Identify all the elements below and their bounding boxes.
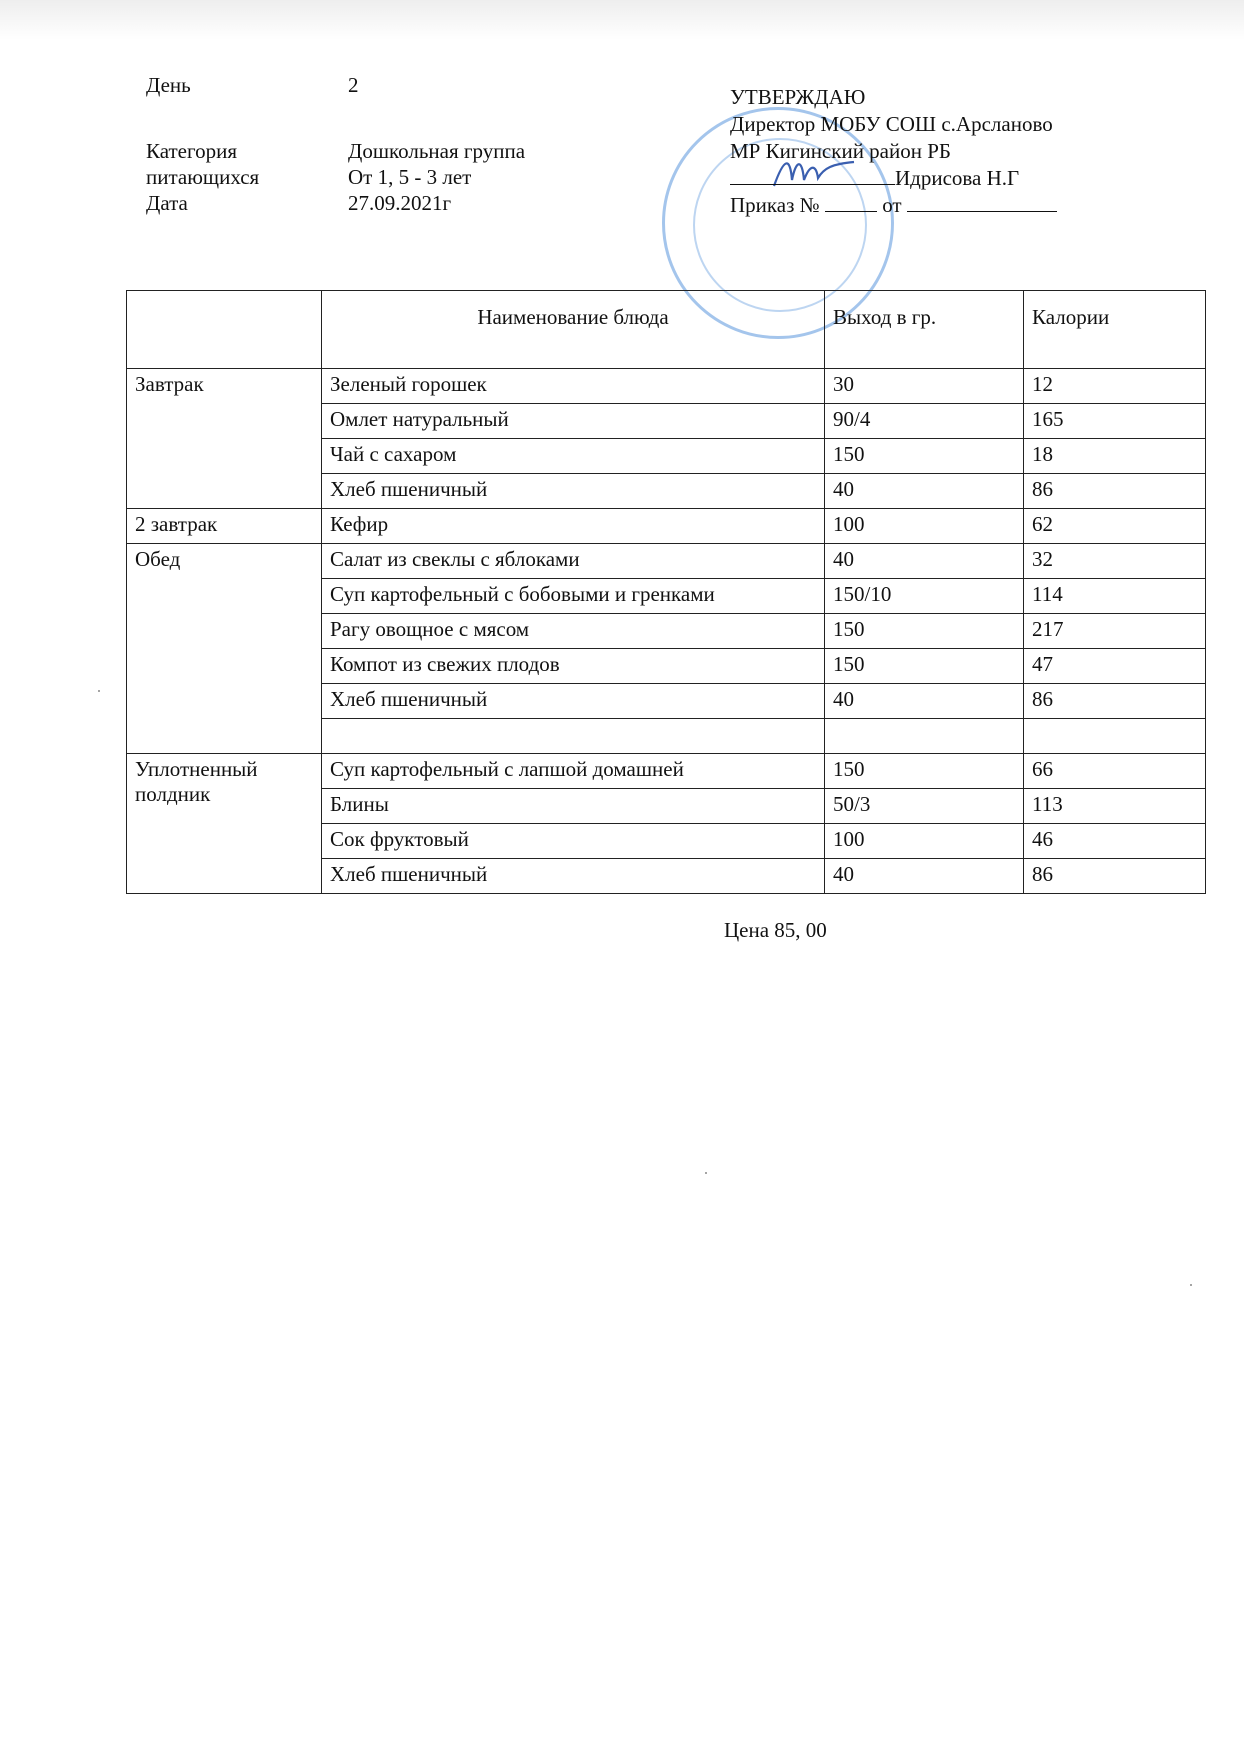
dish-cell: Суп картофельный с лапшой домашней [322, 754, 825, 789]
day-label: День [146, 73, 191, 97]
dish-cell: Кефир [322, 509, 825, 544]
group-value: Дошкольная группа [348, 139, 526, 163]
price-text: Цена 85, 00 [724, 918, 827, 942]
scan-speck [98, 690, 100, 692]
order-date-blank [907, 193, 1057, 212]
order-prefix: Приказ № [730, 193, 820, 217]
table-header-row [127, 291, 1206, 369]
order-from: от [882, 193, 902, 217]
output-cell: 30 [825, 369, 1024, 404]
dish-cell: Сок фруктовый [322, 824, 825, 859]
calories-cell: 86 [1024, 859, 1206, 894]
header-calories: Калории [1024, 291, 1206, 369]
category-label-line1: Категория [146, 139, 237, 163]
calories-cell: 217 [1024, 614, 1206, 649]
dish-cell: Хлеб пшеничный [322, 684, 825, 719]
calories-cell: 46 [1024, 824, 1206, 859]
approval-block [730, 84, 1057, 219]
header-meal [127, 291, 322, 369]
output-cell: 150 [825, 754, 1024, 789]
output-cell: 40 [825, 544, 1024, 579]
table-row [127, 369, 1206, 404]
category-label-line2: питающихся [146, 165, 260, 189]
table-row [127, 509, 1206, 544]
output-cell: 90/4 [825, 404, 1024, 439]
output-cell: 150/10 [825, 579, 1024, 614]
output-cell: 100 [825, 824, 1024, 859]
approval-district: МР Кигинский район РБ [730, 139, 951, 163]
dish-cell: Хлеб пшеничный [322, 474, 825, 509]
menu-table [126, 290, 1206, 894]
header-dish: Наименование блюда [322, 291, 825, 369]
calories-cell: 62 [1024, 509, 1206, 544]
calories-cell: 12 [1024, 369, 1206, 404]
header-output: Выход в гр. [825, 291, 1024, 369]
order-number-blank [825, 193, 877, 212]
meal-cell: Завтрак [127, 369, 322, 509]
output-cell: 40 [825, 684, 1024, 719]
scan-speck [705, 1172, 707, 1174]
calories-cell: 86 [1024, 684, 1206, 719]
scan-speck [1190, 1284, 1192, 1286]
approval-signer-line [730, 165, 1057, 192]
dish-cell [322, 719, 825, 754]
output-cell [825, 719, 1024, 754]
calories-cell: 114 [1024, 579, 1206, 614]
approval-order-line [730, 192, 1057, 219]
output-cell: 150 [825, 614, 1024, 649]
dish-cell: Омлет натуральный [322, 404, 825, 439]
dish-cell: Рагу овощное с мясом [322, 614, 825, 649]
table-row [127, 754, 1206, 789]
category-values [348, 138, 525, 216]
dish-cell: Блины [322, 789, 825, 824]
category-label [146, 138, 259, 216]
output-cell: 40 [825, 474, 1024, 509]
output-cell: 150 [825, 439, 1024, 474]
dish-cell: Хлеб пшеничный [322, 859, 825, 894]
scan-shadow [0, 0, 1244, 40]
table-row [127, 544, 1206, 579]
approval-director: Директор МОБУ СОШ с.Арсланово [730, 112, 1053, 136]
calories-cell: 86 [1024, 474, 1206, 509]
dish-cell: Салат из свеклы с яблоками [322, 544, 825, 579]
calories-cell: 47 [1024, 649, 1206, 684]
date-value: 27.09.2021г [348, 191, 452, 215]
calories-cell [1024, 719, 1206, 754]
calories-cell: 66 [1024, 754, 1206, 789]
calories-cell: 18 [1024, 439, 1206, 474]
dish-cell: Чай с сахаром [322, 439, 825, 474]
output-cell: 40 [825, 859, 1024, 894]
output-cell: 100 [825, 509, 1024, 544]
dish-cell: Компот из свежих плодов [322, 649, 825, 684]
approval-signer: Идрисова Н.Г [895, 166, 1020, 190]
calories-cell: 32 [1024, 544, 1206, 579]
approval-title: УТВЕРЖДАЮ [730, 85, 866, 109]
dish-cell: Зеленый горошек [322, 369, 825, 404]
meal-cell: Уплотненный полдник [127, 754, 322, 894]
date-label: Дата [146, 191, 188, 215]
age-value: От 1, 5 - 3 лет [348, 165, 472, 189]
output-cell: 50/3 [825, 789, 1024, 824]
meal-cell: 2 завтрак [127, 509, 322, 544]
meal-cell: Обед [127, 544, 322, 754]
dish-cell: Суп картофельный с бобовыми и гренками [322, 579, 825, 614]
calories-cell: 113 [1024, 789, 1206, 824]
calories-cell: 165 [1024, 404, 1206, 439]
output-cell: 150 [825, 649, 1024, 684]
signature-line [730, 166, 895, 185]
day-value: 2 [348, 73, 359, 97]
